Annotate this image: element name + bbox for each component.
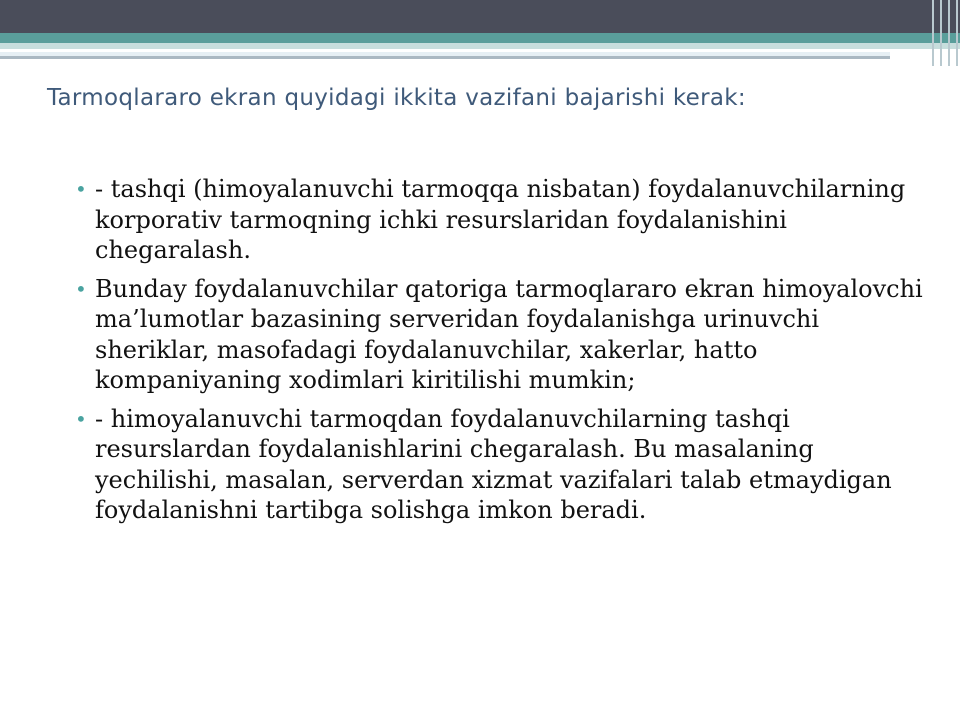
bullet-text: Bunday foydalanuvchilar qatoriga tarmoqlararo ekran himoyalovchi ma’lumotlar bazasining serveridan foydalanishga urinuvchi sheriklar, masofadagi foydalanuvchilar, xakerlar, hatto kompaniyaning xodimlari kiritilishi mumkin; — [95, 274, 923, 394]
bullet-item — [75, 274, 935, 396]
header-rule-line — [0, 56, 890, 59]
bullet-dot-icon: • — [75, 177, 87, 201]
bullet-list — [75, 174, 935, 534]
corner-decoration — [926, 0, 960, 70]
slide-title: Tarmoqlararo ekran quyidagi ikkita vazifani bajarishi kerak: — [47, 85, 746, 111]
bullet-text: - tashqi (himoyalanuvchi tarmoqqa nisbatan) foydalanuvchilarning korporativ tarmoqning ichki resurslaridan foydalanishini chegaralash. — [95, 175, 906, 264]
corner-stripe — [940, 0, 942, 66]
corner-stripe — [932, 0, 934, 66]
corner-stripe — [948, 0, 950, 66]
header-teal-band — [0, 33, 960, 43]
corner-stripe — [956, 0, 958, 66]
header-light-band — [0, 43, 960, 49]
bullet-dot-icon: • — [75, 276, 87, 301]
bullet-item — [75, 174, 935, 266]
bullet-item — [75, 404, 935, 526]
bullet-text: - himoyalanuvchi tarmoqdan foydalanuvchilarning tashqi resurslardan foydalanishlarini chegaralash. Bu masalaning yechilishi, masalan, serverdan xizmat vazifalari talab etmaydigan foydalanishni tartibga solishga imkon beradi. — [95, 404, 892, 524]
bullet-dot-icon: • — [75, 406, 87, 431]
header-dark-band — [0, 0, 960, 33]
